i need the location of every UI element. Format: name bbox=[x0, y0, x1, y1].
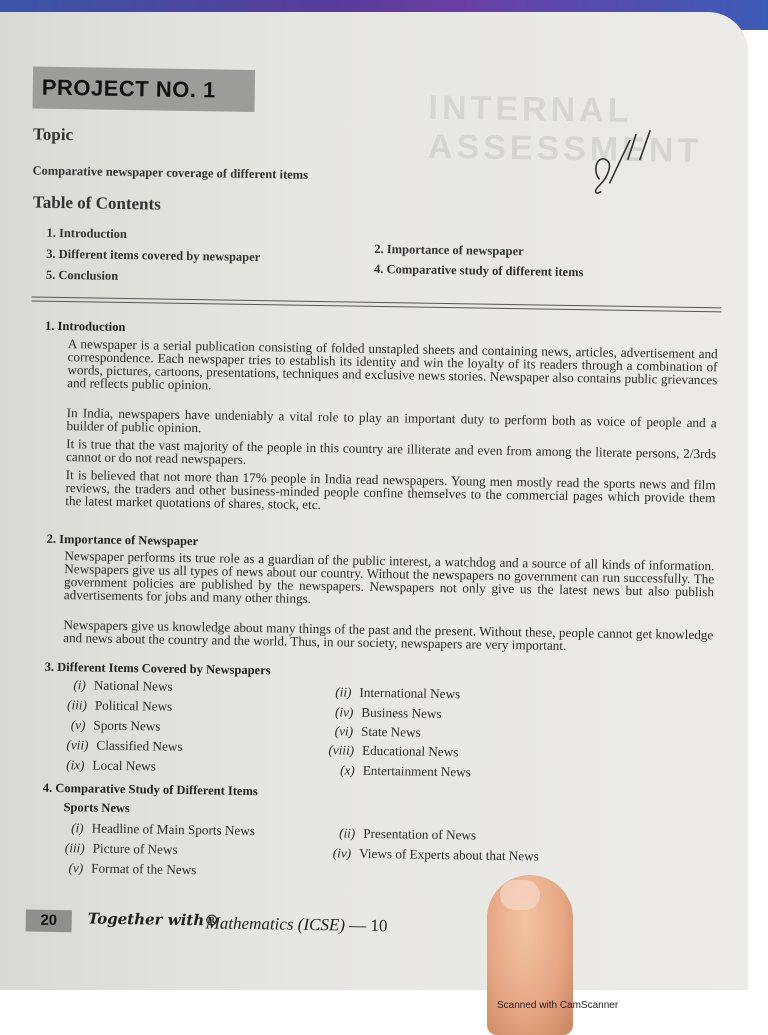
list-item: (ix) Local News bbox=[66, 757, 156, 774]
section-heading-introduction: 1. Introduction bbox=[44, 318, 126, 335]
list-item: (vi) State News bbox=[334, 723, 421, 740]
toc-item: 1. Introduction bbox=[46, 225, 127, 242]
toc-item: 4. Comparative study of different items bbox=[373, 261, 584, 280]
list-item: (vii) Classified News bbox=[66, 737, 183, 754]
list-item: (i) National News bbox=[73, 677, 173, 694]
page-number: 20 bbox=[26, 910, 72, 933]
list-item: (ii) Presentation of News bbox=[339, 825, 477, 843]
list-item: (v) Sports News bbox=[70, 717, 161, 734]
page-content bbox=[0, 12, 748, 990]
list-item: (viii) Educational News bbox=[328, 742, 459, 760]
list-item: (iii) Political News bbox=[67, 697, 173, 714]
list-item: (x) Entertainment News bbox=[340, 762, 471, 780]
list-item: (iv) Views of Experts about that News bbox=[332, 845, 540, 864]
paragraph: Newspapers give us knowledge about many things of the past and the present. Without these, people cannot get knowledge and news about the country and the world. Thus, in our society, newspapers are very important. bbox=[63, 617, 714, 653]
section-heading-comparative: 4. Comparative Study of Different Items bbox=[42, 780, 258, 799]
paragraph: A newspaper is a serial publication consisting of folded unstapled sheets and containing news, articles, advertisement and correspondence. Each newspaper tries to establish its identity and win the loyalty of its readers through a combination of words, pictures, cartoons, presentations, techniques and exclusive news stories. Newspaper also contains public grievances and reflects public opinion. bbox=[67, 336, 718, 393]
paragraph: It is believed that not more than 17% people in India read newspapers. Young men mostly read the sports news and film reviews, the traders and other business-minded people confine themselves to the commercial pages which provide them the latest market quotations of shares, stock, etc. bbox=[65, 467, 716, 513]
book-title: Mathematics (ICSE) — 10 bbox=[205, 913, 388, 936]
handwritten-mark bbox=[589, 119, 660, 200]
fingernail bbox=[500, 880, 540, 910]
paragraph: It is true that the vast majority of the people in this country are illiterate and even from among the literate persons, 2/3rds cannot or do not read newspapers. bbox=[65, 436, 717, 467]
list-item: (i) Headline of Main Sports News bbox=[71, 820, 256, 839]
show-through-heading: INTERNAL ASSESSMENT bbox=[427, 88, 703, 171]
subheading-sports-news: Sports News bbox=[63, 800, 130, 816]
topic-text: Comparative newspaper coverage of different items bbox=[32, 163, 309, 182]
toc-heading: Table of Contents bbox=[32, 192, 161, 214]
list-item: (ii) International News bbox=[335, 684, 461, 702]
topic-heading: Topic bbox=[32, 124, 74, 145]
list-item: (v) Format of the News bbox=[68, 860, 197, 878]
toc-item: 2. Importance of newspaper bbox=[374, 241, 524, 259]
section-heading-items: 3. Different Items Covered by Newspapers bbox=[44, 659, 271, 678]
toc-item: 5. Conclusion bbox=[45, 267, 119, 283]
paragraph: Newspaper performs its true role as a guardian of the public interest, a watchdog and a source of all kinds of information. Newspapers give us all types of news about our country. Without the newspapers no government can run successfully. The government policies are published by the newspapers. Newspapers not only give us the latest news but also publish advertisements for jobs and many other things. bbox=[63, 548, 715, 606]
toc-item: 3. Different items covered by newspaper bbox=[46, 246, 261, 265]
list-item: (iv) Business News bbox=[334, 704, 442, 722]
paragraph: In India, newspapers have undeniably a vital role to play an important duty to perform both as voice of people and a builder of public opinion. bbox=[66, 405, 717, 436]
brand-logo: Together with® bbox=[87, 909, 220, 930]
book-page bbox=[0, 12, 748, 990]
section-heading-importance: 2. Importance of Newspaper bbox=[46, 531, 199, 549]
project-label: PROJECT NO. 1 bbox=[32, 67, 255, 112]
scanner-watermark: Scanned with CamScanner bbox=[497, 1000, 619, 1011]
list-item: (iii) Picture of News bbox=[64, 840, 178, 857]
